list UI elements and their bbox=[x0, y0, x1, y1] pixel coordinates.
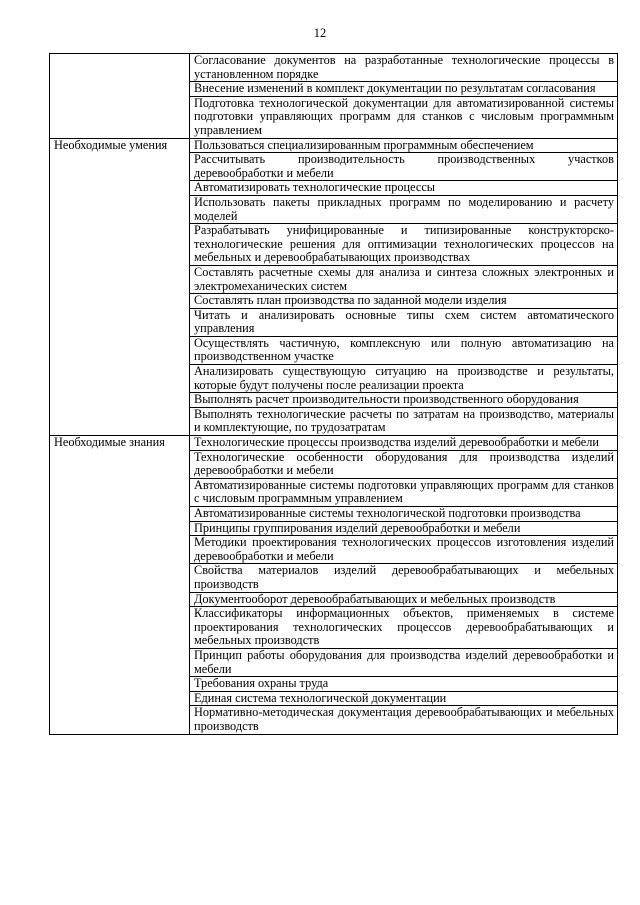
requirement-item: Свойства материалов изделий деревообрабатывающих и мебельных производств bbox=[190, 564, 618, 592]
requirements-table-body bbox=[50, 54, 618, 735]
section-label: Необходимые умения bbox=[50, 138, 190, 435]
requirement-item: Составлять расчетные схемы для анализа и синтеза сложных электронных и электромеханических систем bbox=[190, 265, 618, 293]
requirement-item: Классификаторы информационных объектов, применяемых в системе проектирования технологических процессов деревообрабатывающих и мебельных производств bbox=[190, 607, 618, 649]
requirement-item: Нормативно-методическая документация деревообрабатывающих и мебельных производств bbox=[190, 706, 618, 734]
requirement-item: Анализировать существующую ситуацию на производстве и результаты, которые будут получены после реализации проекта bbox=[190, 365, 618, 393]
requirement-item: Составлять план производства по заданной модели изделия bbox=[190, 294, 618, 309]
table-row bbox=[50, 54, 618, 82]
requirement-item: Читать и анализировать основные типы схем систем автоматического управления bbox=[190, 308, 618, 336]
requirement-item: Технологические процессы производства изделий деревообработки и мебели bbox=[190, 436, 618, 451]
requirement-item: Требования охраны труда bbox=[190, 677, 618, 692]
requirement-item: Документооборот деревообрабатывающих и мебельных производств bbox=[190, 592, 618, 607]
requirement-item: Рассчитывать производительность производственных участков деревообработки и мебели bbox=[190, 153, 618, 181]
requirement-item: Использовать пакеты прикладных программ по моделированию и расчету моделей bbox=[190, 195, 618, 223]
requirement-item: Подготовка технологической документации для автоматизированной системы подготовки управляющих программ для станков с числовым программным управлением bbox=[190, 96, 618, 138]
requirement-item: Внесение изменений в комплект документации по результатам согласования bbox=[190, 82, 618, 97]
requirement-item: Принцип работы оборудования для производства изделий деревообработки и мебели bbox=[190, 648, 618, 676]
requirement-item: Согласование документов на разработанные технологические процессы в установленном порядке bbox=[190, 54, 618, 82]
section-label bbox=[50, 54, 190, 139]
table-row bbox=[50, 436, 618, 451]
requirement-item: Автоматизированные системы технологической подготовки производства bbox=[190, 507, 618, 522]
requirement-item: Выполнять расчет производительности производственного оборудования bbox=[190, 393, 618, 408]
requirement-item: Выполнять технологические расчеты по затратам на производство, материалы и комплектующие, по трудозатратам bbox=[190, 407, 618, 435]
section-label: Необходимые знания bbox=[50, 436, 190, 734]
requirement-item: Пользоваться специализированным программным обеспечением bbox=[190, 138, 618, 153]
page-number: 12 bbox=[313, 26, 327, 40]
requirement-item: Разрабатывать унифицированные и типизированные конструкторско-технологические решения для оптимизации технологических процессов на мебельных и деревообрабатывающих производствах bbox=[190, 224, 618, 266]
requirement-item: Единая система технологической документации bbox=[190, 691, 618, 706]
requirement-item: Автоматизировать технологические процессы bbox=[190, 181, 618, 196]
requirement-item: Осуществлять частичную, комплексную или полную автоматизацию на производственном участке bbox=[190, 336, 618, 364]
table-row bbox=[50, 138, 618, 153]
requirements-table bbox=[49, 53, 618, 735]
requirement-item: Технологические особенности оборудования для производства изделий деревообработки и мебели bbox=[190, 450, 618, 478]
requirement-item: Автоматизированные системы подготовки управляющих программ для станков с числовым программным управлением bbox=[190, 478, 618, 506]
requirement-item: Принципы группирования изделий деревообработки и мебели bbox=[190, 521, 618, 536]
requirement-item: Методики проектирования технологических процессов изготовления изделий деревообработки и мебели bbox=[190, 536, 618, 564]
